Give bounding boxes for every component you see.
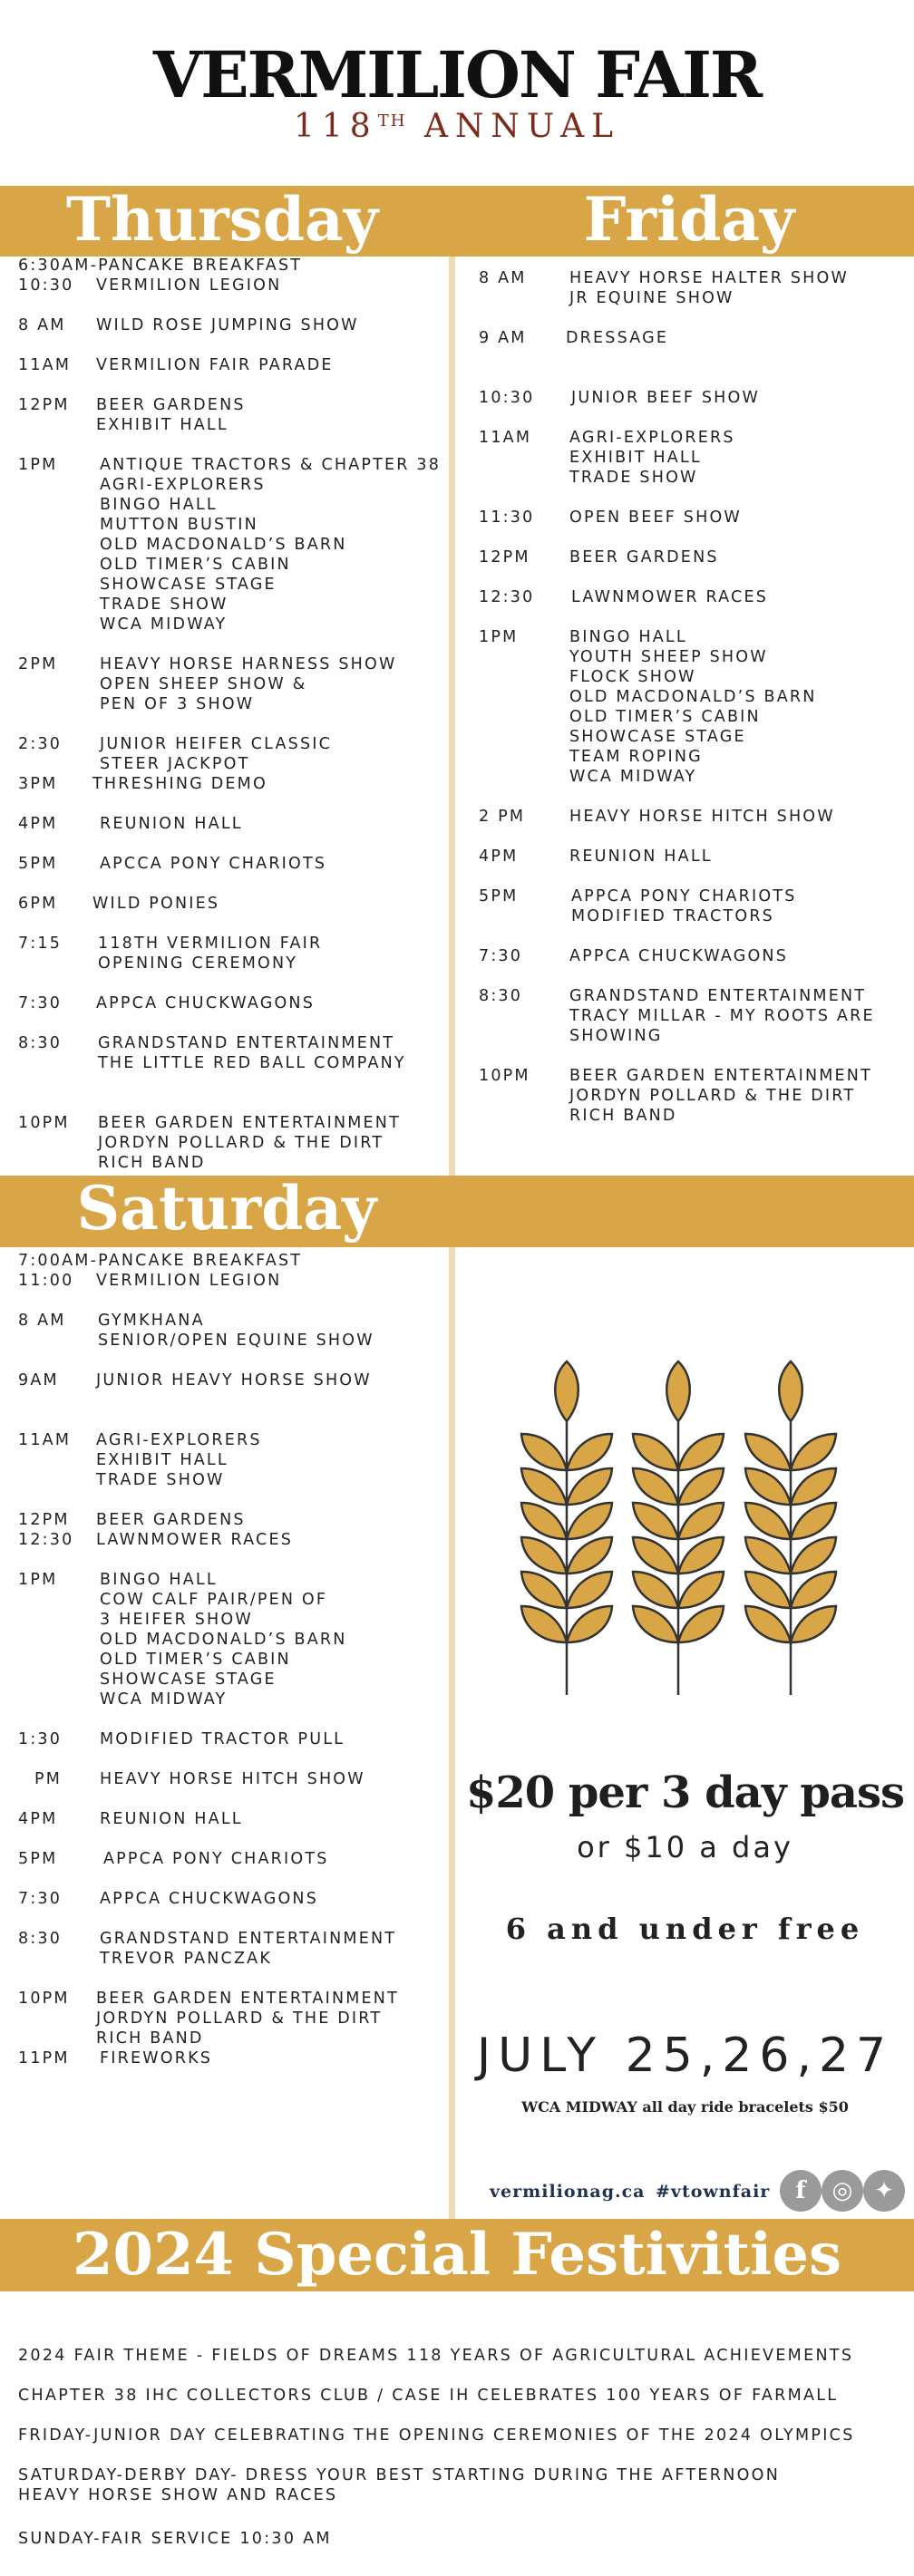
schedule-time: 11:00 <box>18 1272 74 1290</box>
schedule-event: JORDYN POLLARD & THE DIRT <box>569 1087 856 1105</box>
schedule-event: SHOWCASE STAGE <box>100 1671 277 1689</box>
schedule-event: WCA MIDWAY <box>569 768 697 786</box>
schedule-time: 12PM <box>18 396 70 414</box>
schedule-event: SENIOR/OPEN EQUINE SHOW <box>98 1332 374 1350</box>
schedule-event: AGRI-EXPLORERS <box>569 429 735 447</box>
schedule-time: 7:30 <box>18 1890 63 1908</box>
thursday-heading: Thursday <box>65 184 379 255</box>
schedule-event: WCA MIDWAY <box>100 1690 228 1709</box>
schedule-event: 3 HEIFER SHOW <box>100 1611 253 1629</box>
schedule-event: RICH BAND <box>569 1107 677 1125</box>
page-subtitle <box>0 109 914 145</box>
schedule-entry <box>479 807 835 827</box>
schedule-event: OPENING CEREMONY <box>98 954 298 973</box>
midway-bracelets-text: WCA MIDWAY all day ride bracelets $50 <box>521 2098 849 2116</box>
schedule-time: PM <box>34 1770 63 1788</box>
subtitle-number: 118 <box>293 108 378 145</box>
schedule-event: YOUTH SHEEP SHOW <box>569 648 768 666</box>
friday-schedule <box>479 268 905 1138</box>
schedule-event: OLD TIMER’S CABIN <box>100 556 291 574</box>
schedule-event: BEER GARDEN ENTERTAINMENT <box>569 1067 872 1085</box>
schedule-event: APPCA CHUCKWAGONS <box>96 994 316 1012</box>
schedule-event: APPCA PONY CHARIOTS <box>103 1850 329 1868</box>
instagram-icon[interactable]: ◎ <box>822 2170 863 2212</box>
schedule-event: VERMILION FAIR PARADE <box>96 356 334 374</box>
schedule-event: REUNION HALL <box>100 815 243 833</box>
schedule-time: 11AM <box>479 429 532 447</box>
schedule-time: 11:30 <box>479 508 535 527</box>
schedule-time: 1PM <box>479 628 519 646</box>
schedule-entry <box>18 1570 347 1709</box>
schedule-event: JORDYN POLLARD & THE DIRT <box>96 2009 383 2028</box>
subtitle-word: ANNUAL <box>423 108 620 145</box>
facebook-icon[interactable]: f <box>780 2170 822 2212</box>
schedule-entry <box>18 256 302 276</box>
schedule-event: HEAVY HORSE HITCH SHOW <box>569 808 835 826</box>
schedule-event: STEER JACKPOT <box>100 755 250 773</box>
schedule-event: MODIFIED TRACTORS <box>571 907 774 925</box>
schedule-event: REUNION HALL <box>569 847 713 866</box>
festivity-item: FRIDAY-JUNIOR DAY CELEBRATING THE OPENING CEREMONIES OF THE 2024 OLYMPICS <box>18 2426 855 2445</box>
schedule-event: SHOWCASE STAGE <box>100 576 277 594</box>
schedule-entry <box>479 1066 872 1125</box>
schedule-event: WCA MIDWAY <box>100 615 228 634</box>
schedule-entry <box>18 1849 329 1869</box>
schedule-time: 8:30 <box>18 1930 63 1948</box>
schedule-event: GRANDSTAND ENTERTAINMENT <box>98 1034 395 1052</box>
schedule-entry <box>18 993 316 1013</box>
schedule-event: JORDYN POLLARD & THE DIRT <box>98 1134 384 1152</box>
schedule-time: 10PM <box>18 1114 70 1132</box>
schedule-entry <box>479 886 797 925</box>
festivity-item: HEAVY HORSE SHOW AND RACES <box>18 2486 338 2504</box>
wheat-illustration <box>508 1360 843 1704</box>
schedule-entry <box>479 627 817 786</box>
schedule-entry <box>479 328 669 348</box>
schedule-time: 5PM <box>18 1850 58 1868</box>
schedule-event: GRANDSTAND ENTERTAINMENT <box>569 987 867 1005</box>
schedule-event: TRADE SHOW <box>100 596 228 614</box>
schedule-event: GRANDSTAND ENTERTAINMENT <box>100 1930 397 1948</box>
schedule-event: PEN OF 3 SHOW <box>100 695 255 713</box>
schedule-event: BINGO HALL <box>100 496 218 514</box>
schedule-event: BINGO HALL <box>100 1571 218 1589</box>
schedule-time: 10:30 <box>479 389 535 407</box>
schedule-entry <box>18 654 397 713</box>
schedule-event: REUNION HALL <box>100 1810 243 1828</box>
schedule-event: FIREWORKS <box>100 2049 213 2068</box>
schedule-entry <box>479 847 713 867</box>
schedule-entry <box>479 388 761 408</box>
schedule-event: OLD TIMER’S CABIN <box>100 1651 291 1669</box>
schedule-event: EXHIBIT HALL <box>96 1451 228 1469</box>
schedule-event: THE LITTLE RED BALL COMPANY <box>98 1054 406 1072</box>
schedule-event: OLD MACDONALD’S BARN <box>100 1631 347 1649</box>
schedule-time: 2:30 <box>18 735 63 753</box>
schedule-event: WILD ROSE JUMPING SHOW <box>96 316 359 334</box>
schedule-event: WILD PONIES <box>92 895 220 913</box>
schedule-entry <box>18 1729 345 1749</box>
schedule-entry <box>18 1370 372 1390</box>
schedule-time: 7:15 <box>18 935 63 953</box>
schedule-entry <box>18 355 334 375</box>
schedule-event: HEAVY HORSE HITCH SHOW <box>100 1770 365 1788</box>
schedule-event: RICH BAND <box>98 1154 206 1172</box>
schedule-time: 3PM <box>18 775 58 793</box>
schedule-event: VERMILION LEGION <box>96 276 282 295</box>
friday-heading: Friday <box>583 184 795 255</box>
schedule-event: TEAM ROPING <box>569 748 703 766</box>
schedule-entry <box>479 986 875 1045</box>
schedule-entry <box>18 1769 365 1789</box>
festivity-item: SATURDAY-DERBY DAY- DRESS YOUR BEST STARTING DURING THE AFTERNOON <box>18 2466 781 2484</box>
schedule-event: TREVOR PANCZAK <box>100 1950 273 1968</box>
schedule-event: JUNIOR HEIFER CLASSIC <box>100 735 333 753</box>
page-title: VERMILION FAIR <box>152 37 762 112</box>
schedule-entry <box>18 894 220 914</box>
schedule-entry <box>479 268 849 307</box>
schedule-time: 6PM <box>18 895 58 913</box>
wheat-stalk <box>633 1361 724 1695</box>
under-six-free-text: 6 and under free <box>505 1912 865 1946</box>
schedule-event: RICH BAND <box>96 2029 204 2048</box>
schedule-entry <box>18 1271 282 1291</box>
schedule-time: 12:30 <box>18 1531 74 1549</box>
schedule-event: TRADE SHOW <box>96 1471 225 1489</box>
schedule-time: 8:30 <box>18 1034 63 1052</box>
schedule-time: 2PM <box>18 655 58 673</box>
price-text: $20 per 3 day pass <box>465 1767 905 1818</box>
schedule-event: AGRI-EXPLORERS <box>96 1431 262 1449</box>
schedule-event: BINGO HALL <box>569 628 687 646</box>
schedule-entry <box>18 774 267 794</box>
schedule-event: EXHIBIT HALL <box>569 449 702 467</box>
schedule-time: 5PM <box>479 887 519 905</box>
schedule-event: LAWNMOWER RACES <box>571 588 769 606</box>
schedule-event: VERMILION LEGION <box>96 1272 282 1290</box>
schedule-event: OPEN SHEEP SHOW & <box>100 675 307 693</box>
schedule-entry <box>18 854 327 874</box>
schedule-time: 7:30 <box>18 994 63 1012</box>
schedule-entry <box>18 814 243 834</box>
schedule-event: MUTTON BUSTIN <box>100 516 258 534</box>
festivity-item: SUNDAY-FAIR SERVICE 10:30 AM <box>18 2530 332 2548</box>
schedule-event: OLD MACDONALD’S BARN <box>569 688 817 706</box>
schedule-event: MODIFIED TRACTOR PULL <box>100 1730 345 1748</box>
saturday-heading: Saturday <box>76 1173 377 1244</box>
schedule-entry <box>18 734 333 773</box>
schedule-event: BEER GARDENS <box>96 396 246 414</box>
schedule-event: OLD TIMER’S CABIN <box>569 708 761 726</box>
schedule-time: 8 AM <box>18 1312 66 1330</box>
schedule-event: JUNIOR HEAVY HORSE SHOW <box>96 1371 372 1390</box>
schedule-entry <box>18 1809 243 1829</box>
saturday-schedule <box>18 1251 444 2094</box>
twitter-icon[interactable]: ✦ <box>863 2170 905 2212</box>
schedule-event: JUNIOR BEEF SHOW <box>571 389 761 407</box>
schedule-event: APPCA CHUCKWAGONS <box>100 1890 319 1908</box>
schedule-event: FLOCK SHOW <box>569 668 696 686</box>
schedule-entry <box>18 276 282 295</box>
schedule-time: 8 AM <box>479 269 527 287</box>
schedule-entry <box>479 508 742 528</box>
column-divider-bottom <box>449 1247 455 2219</box>
schedule-entry <box>479 587 769 607</box>
schedule-time: 7:00AM-PANCAKE BREAKFAST <box>18 1252 303 1270</box>
schedule-time: 1:30 <box>18 1730 63 1748</box>
schedule-time: 4PM <box>18 1810 58 1828</box>
schedule-entry <box>18 934 323 973</box>
fair-dates: JULY 25,26,27 <box>476 2029 894 2083</box>
schedule-event: BEER GARDEN ENTERTAINMENT <box>96 1990 399 2008</box>
column-divider-top <box>449 257 455 1176</box>
schedule-event: OPEN BEEF SHOW <box>569 508 742 527</box>
schedule-event: OLD MACDONALD’S BARN <box>100 536 347 554</box>
festivities-heading: 2024 Special Festivities <box>72 2221 842 2289</box>
schedule-time: 10PM <box>18 1990 70 2008</box>
schedule-time: 8 AM <box>18 316 66 334</box>
schedule-entry <box>18 1510 246 1530</box>
schedule-entry <box>479 547 719 567</box>
schedule-time: 5PM <box>18 855 58 873</box>
schedule-event: JR EQUINE SHOW <box>569 289 734 307</box>
schedule-time: 12PM <box>18 1511 70 1529</box>
schedule-event: ANTIQUE TRACTORS & CHAPTER 38 <box>100 456 442 474</box>
schedule-time: 10PM <box>479 1067 530 1085</box>
schedule-event: BEER GARDEN ENTERTAINMENT <box>98 1114 401 1132</box>
schedule-entry <box>18 1113 401 1172</box>
schedule-entry <box>18 315 359 335</box>
subtitle-suffix: TH <box>377 111 407 131</box>
schedule-entry <box>18 1251 302 1271</box>
schedule-event: GYMKHANA <box>98 1312 205 1330</box>
schedule-event: EXHIBIT HALL <box>96 416 228 434</box>
wheat-stalk <box>745 1361 836 1695</box>
schedule-event: APCCA PONY CHARIOTS <box>100 855 327 873</box>
website-link[interactable]: vermilionag.ca <box>490 2182 646 2202</box>
schedule-time: 4PM <box>18 815 58 833</box>
per-day-text: or $10 a day <box>577 1830 793 1864</box>
schedule-entry <box>18 1530 294 1550</box>
schedule-event: THRESHING DEMO <box>92 775 267 793</box>
schedule-entry <box>18 1430 262 1489</box>
wheat-stalk <box>521 1361 612 1695</box>
schedule-time: 1PM <box>18 456 58 474</box>
schedule-time: 12PM <box>479 548 530 567</box>
schedule-entry <box>479 946 789 966</box>
schedule-event: TRACY MILLAR - MY ROOTS ARE <box>569 1007 875 1025</box>
schedule-event: BEER GARDENS <box>96 1511 246 1529</box>
schedule-time: 6:30AM-PANCAKE BREAKFAST <box>18 257 303 275</box>
schedule-time: 11AM <box>18 356 72 374</box>
schedule-entry <box>18 1311 374 1350</box>
festivity-item: 2024 FAIR THEME - FIELDS OF DREAMS 118 YEARS OF AGRICULTURAL ACHIEVEMENTS <box>18 2347 854 2365</box>
schedule-entry <box>18 395 246 434</box>
schedule-event: COW CALF PAIR/PEN OF <box>100 1591 328 1609</box>
schedule-event: LAWNMOWER RACES <box>96 1531 294 1549</box>
schedule-time: 9AM <box>18 1371 59 1390</box>
schedule-event: DRESSAGE <box>566 329 669 347</box>
schedule-event: HEAVY HORSE HARNESS SHOW <box>100 655 397 673</box>
thursday-schedule <box>18 256 444 1171</box>
schedule-time: 2 PM <box>479 808 526 826</box>
schedule-time: 7:30 <box>479 947 523 965</box>
schedule-entry <box>18 2048 213 2068</box>
schedule-time: 1PM <box>18 1571 58 1589</box>
schedule-event: AGRI-EXPLORERS <box>100 476 266 494</box>
schedule-time: 12:30 <box>479 588 535 606</box>
hashtag-text: #vtownfair <box>656 2182 771 2202</box>
schedule-time: 9 AM <box>479 329 527 347</box>
schedule-event: BEER GARDENS <box>569 548 719 567</box>
schedule-event: APPCA CHUCKWAGONS <box>569 947 789 965</box>
schedule-event: SHOWING <box>569 1027 663 1045</box>
schedule-entry <box>18 455 442 634</box>
schedule-time: 11AM <box>18 1431 72 1449</box>
festivity-item: CHAPTER 38 IHC COLLECTORS CLUB / CASE IH CELEBRATES 100 YEARS OF FARMALL <box>18 2387 839 2405</box>
schedule-event: 118TH VERMILION FAIR <box>98 935 323 953</box>
schedule-entry <box>18 1989 399 2048</box>
schedule-event: APPCA PONY CHARIOTS <box>571 887 797 905</box>
schedule-entry <box>18 1929 397 1968</box>
schedule-entry <box>479 428 735 487</box>
schedule-time: 11PM <box>18 2049 70 2068</box>
schedule-time: 8:30 <box>479 987 523 1005</box>
schedule-time: 10:30 <box>18 276 74 295</box>
schedule-event: SHOWCASE STAGE <box>569 728 746 746</box>
schedule-time: 4PM <box>479 847 519 866</box>
schedule-entry <box>18 1033 406 1072</box>
schedule-entry <box>18 1889 319 1909</box>
schedule-event: HEAVY HORSE HALTER SHOW <box>569 269 849 287</box>
schedule-event: TRADE SHOW <box>569 469 698 487</box>
